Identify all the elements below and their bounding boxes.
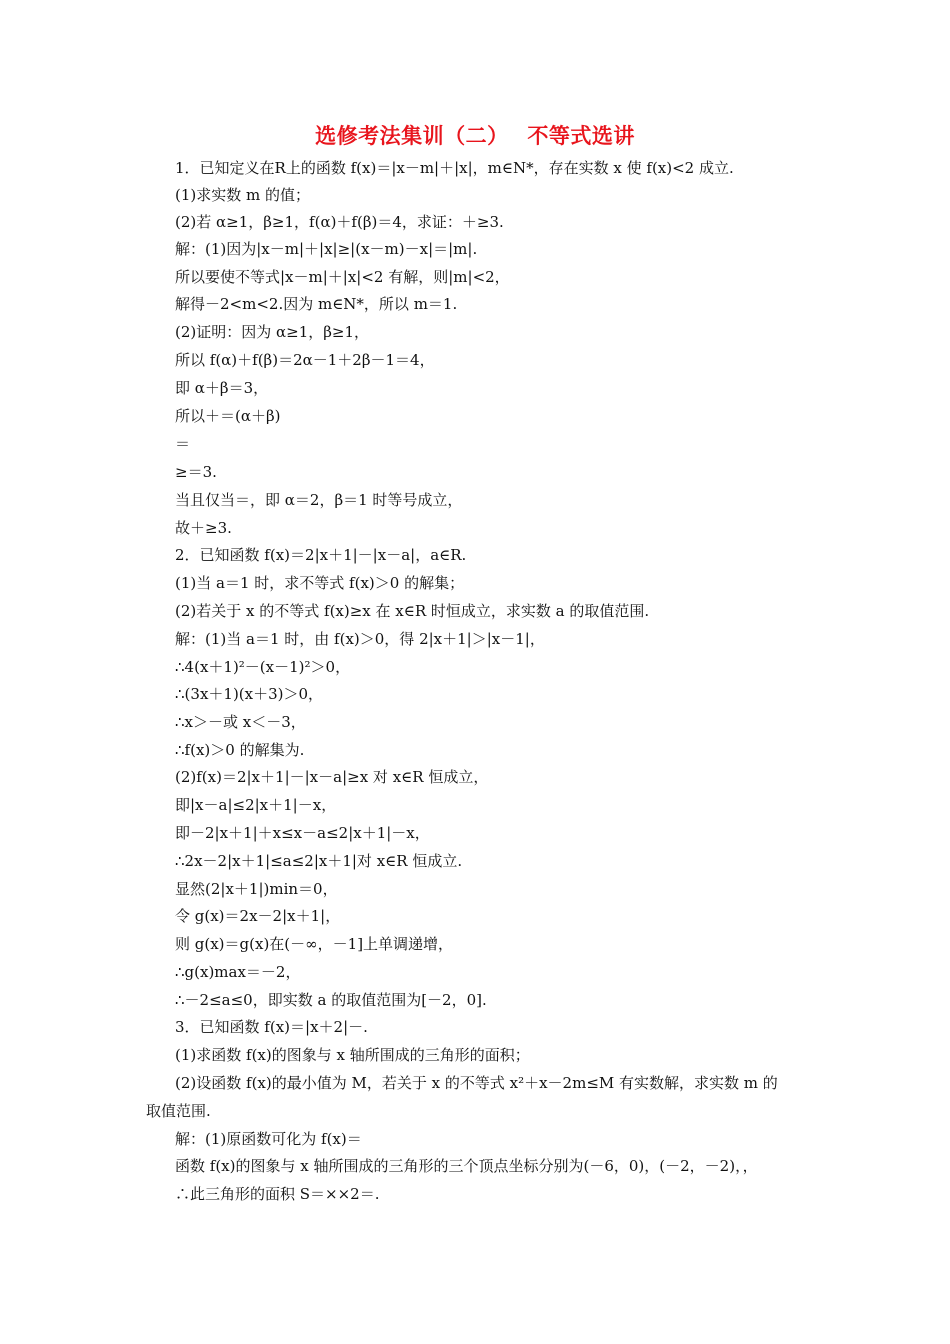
text-line: (1)求实数 m 的值；	[175, 186, 311, 204]
text-line: 显然(2|x＋1|)min＝0，	[175, 880, 338, 898]
text-line: ∴x＞－或 x＜－3，	[175, 713, 306, 731]
text-line: (2)设函数 f(x)的最小值为 M，若关于 x 的不等式 x²＋x－2m≤M 有实数解，求实数 m 的	[175, 1074, 778, 1092]
text-line: ∴(3x＋1)(x＋3)＞0，	[175, 685, 324, 703]
text-line: 所以＋＝(α＋β)	[175, 407, 281, 425]
text-line: 则 g(x)＝g(x)在(－∞，－1]上单调递增，	[175, 935, 454, 953]
text-line: 即|x－a|≤2|x＋1|－x，	[175, 796, 337, 814]
text-line: 解得－2<m<2.因为 m∈N*，所以 m＝1.	[175, 295, 458, 313]
text-line: ∴f(x)＞0 的解集为.	[175, 741, 305, 759]
text-line: 即－2|x＋1|＋x≤x－a≤2|x＋1|－x，	[175, 824, 430, 842]
text-line: ∴4(x＋1)²－(x－1)²＞0，	[175, 658, 351, 676]
text-line: 解：(1)当 a＝1 时，由 f(x)＞0，得 2|x＋1|＞|x－1|，	[175, 630, 545, 648]
text-line: (2)若关于 x 的不等式 f(x)≥x 在 x∈R 时恒成立，求实数 a 的取值范围.	[175, 602, 650, 620]
page-title: 选修考法集训（二） 不等式选讲	[315, 124, 635, 148]
text-line: ∴－2≤a≤0，即实数 a 的取值范围为[－2，0].	[175, 991, 487, 1009]
text-line: 3．已知函数 f(x)＝|x＋2|－.	[175, 1018, 368, 1036]
text-line: (1)当 a＝1 时，求不等式 f(x)＞0 的解集；	[175, 574, 465, 592]
text-line: 2．已知函数 f(x)＝2|x＋1|－|x－a|，a∈R.	[175, 546, 467, 564]
text-line: (2)若 α≥1，β≥1，f(α)＋f(β)＝4，求证：＋≥3.	[175, 213, 504, 231]
text-line: (1)求函数 f(x)的图象与 x 轴所围成的三角形的面积；	[175, 1046, 530, 1064]
text-line: 当且仅当＝，即 α＝2，β＝1 时等号成立，	[175, 491, 463, 509]
text-line: ∴g(x)max＝－2，	[175, 963, 301, 981]
text-line: 函数 f(x)的图象与 x 轴所围成的三角形的三个顶点坐标分别为(－6，0)，(－2，－2)，，	[175, 1157, 758, 1175]
text-line: (2)证明：因为 α≥1，β≥1，	[175, 323, 370, 341]
text-line: ＝	[175, 435, 191, 453]
text-line: 即 α＋β＝3，	[175, 379, 269, 397]
text-line: ∴2x－2|x＋1|≤a≤2|x＋1|对 x∈R 恒成立.	[175, 852, 463, 870]
text-line: 1．已知定义在R上的函数 f(x)＝|x－m|＋|x|，m∈N*，存在实数 x 使 f(x)<2 成立.	[175, 159, 734, 177]
text-line: 所以要使不等式|x－m|＋|x|<2 有解，则|m|<2，	[175, 268, 510, 286]
text-line: 故＋≥3.	[175, 519, 232, 537]
text-line: 令 g(x)＝2x－2|x＋1|，	[175, 907, 341, 925]
text-line: (2)f(x)＝2|x＋1|－|x－a|≥x 对 x∈R 恒成立，	[175, 768, 489, 786]
text-line: 取值范围.	[146, 1102, 211, 1120]
text-line: 解：(1)因为|x－m|＋|x|≥|(x－m)－x|＝|m|.	[175, 240, 478, 258]
text-line: ∴此三角形的面积 S＝××2＝.	[175, 1185, 380, 1203]
text-line: ≥＝3.	[175, 463, 217, 481]
text-line: 解：(1)原函数可化为 f(x)＝	[175, 1130, 362, 1148]
text-line: 所以 f(α)＋f(β)＝2α－1＋2β－1＝4，	[175, 351, 435, 369]
